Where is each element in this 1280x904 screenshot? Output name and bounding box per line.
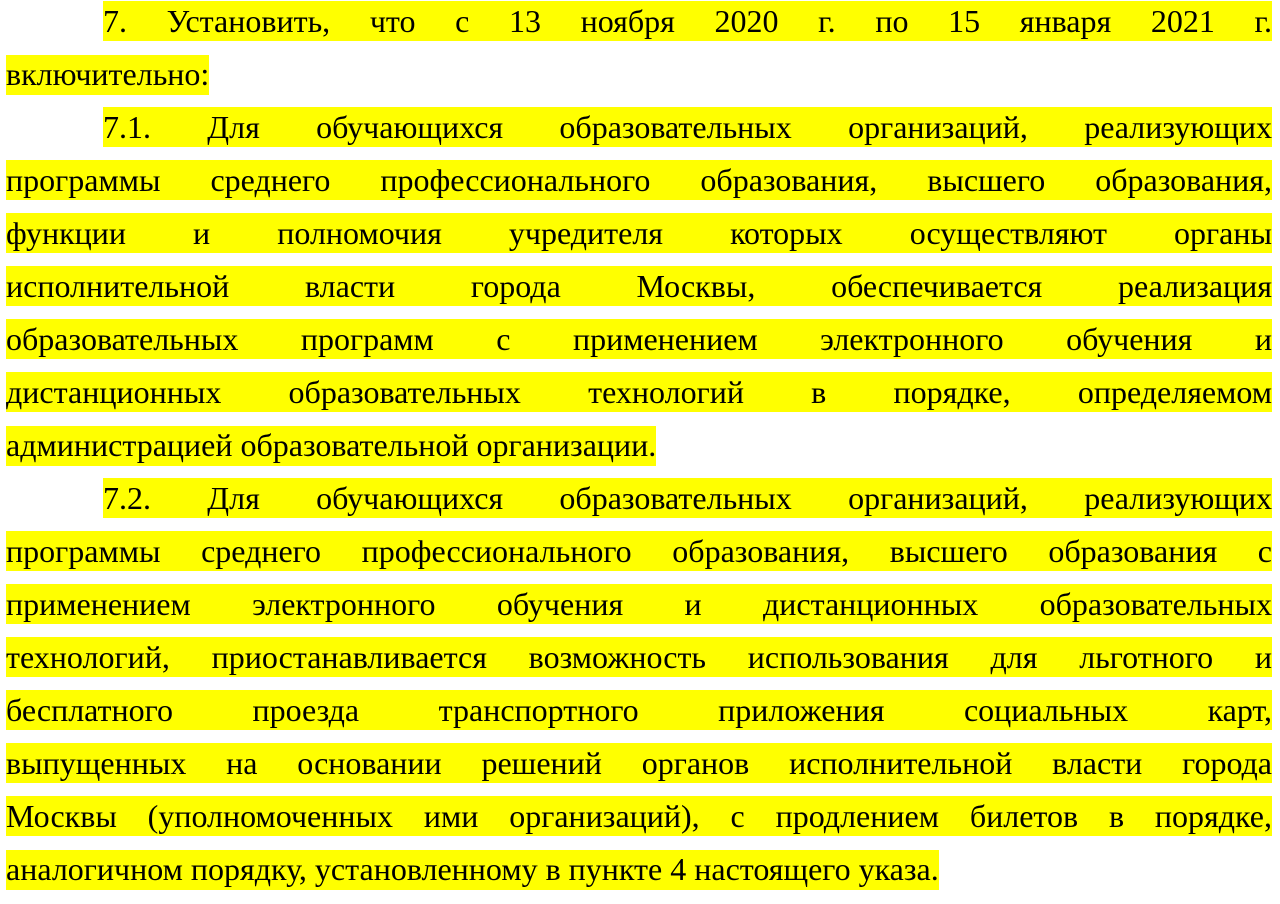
highlighted-text: бесплатного проезда транспортного приложения социальных карт, [6, 692, 1272, 728]
paragraph-7-1-line-1 [103, 108, 1272, 146]
highlighted-text: программы среднего профессионального образования, высшего образования, [6, 162, 1272, 198]
paragraph-7-2-line-8 [6, 850, 1272, 888]
paragraph-7-line-2 [6, 55, 1272, 93]
highlighted-text: программы среднего профессионального образования, высшего образования с [6, 533, 1272, 569]
highlighted-text: аналогичном порядку, установленному в пункте 4 настоящего указа. [6, 850, 939, 890]
paragraph-7-line-1 [103, 2, 1272, 40]
highlighted-text: дистанционных образовательных технологий в порядке, определяемом [6, 374, 1272, 410]
paragraph-7-2-line-1 [103, 479, 1272, 517]
highlighted-text: применением электронного обучения и дистанционных образовательных [6, 586, 1272, 622]
paragraph-7-1-line-2 [6, 161, 1272, 199]
paragraph-7-1-line-3 [6, 214, 1272, 252]
highlighted-text: технологий, приостанавливается возможность использования для льготного и [6, 639, 1272, 675]
highlighted-text: включительно: [6, 55, 209, 95]
highlighted-text: Москвы (уполномоченных ими организаций), с продлением билетов в порядке, [6, 798, 1272, 834]
paragraph-7-1-line-6 [6, 373, 1272, 411]
highlighted-text: исполнительной власти города Москвы, обеспечивается реализация [6, 268, 1272, 304]
highlighted-text: 7. Установить, что с 13 ноября 2020 г. по 15 января 2021 г. [103, 3, 1272, 39]
highlighted-text: 7.2. Для обучающихся образовательных организаций, реализующих [103, 480, 1272, 516]
highlighted-text: функции и полномочия учредителя которых осуществляют органы [6, 215, 1272, 251]
paragraph-7-1-line-7 [6, 426, 1272, 464]
paragraph-7-2-line-7 [6, 797, 1272, 835]
paragraph-7-2-line-5 [6, 691, 1272, 729]
paragraph-7-2-line-6 [6, 744, 1272, 782]
paragraph-7-2-line-2 [6, 532, 1272, 570]
paragraph-7-1-line-4 [6, 267, 1272, 305]
paragraph-7-1-line-5 [6, 320, 1272, 358]
highlighted-text: администрацией образовательной организации. [6, 426, 656, 466]
highlighted-text: 7.1. Для обучающихся образовательных организаций, реализующих [103, 109, 1272, 145]
highlighted-text: образовательных программ с применением электронного обучения и [6, 321, 1272, 357]
paragraph-7-2-line-4 [6, 638, 1272, 676]
paragraph-7-2-line-3 [6, 585, 1272, 623]
highlighted-text: выпущенных на основании решений органов исполнительной власти города [6, 745, 1272, 781]
